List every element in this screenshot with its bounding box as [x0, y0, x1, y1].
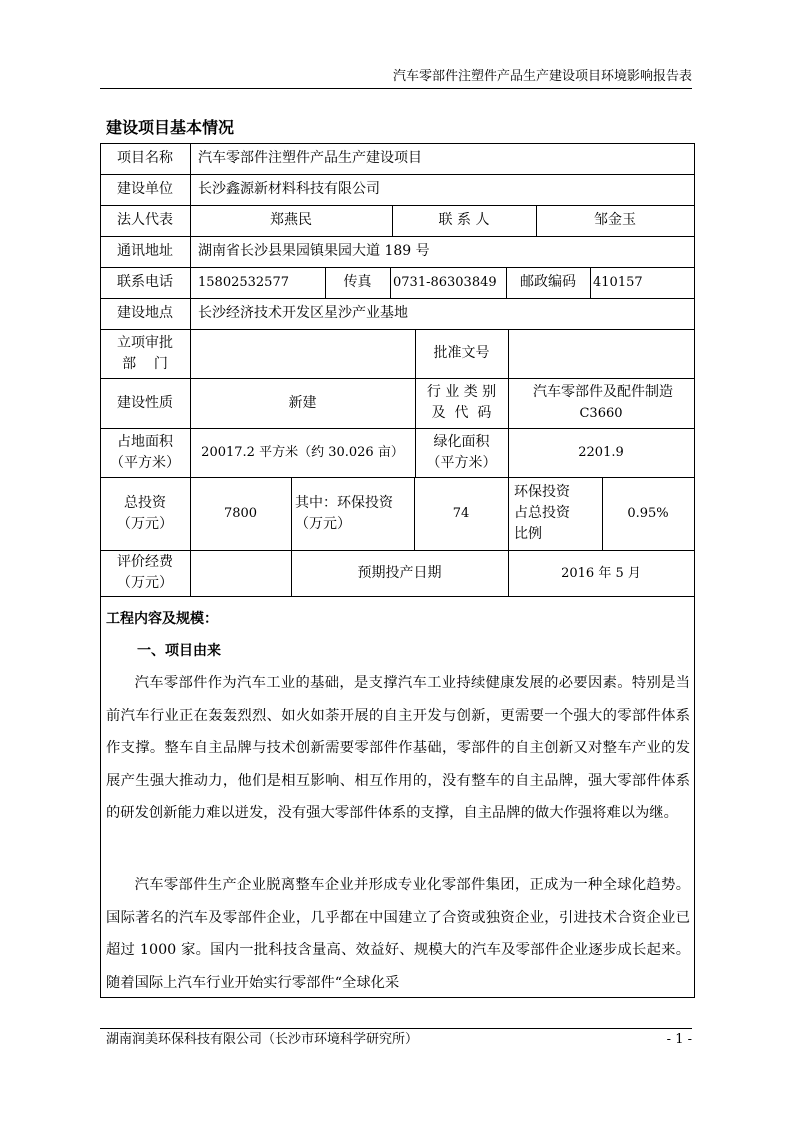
area-value: 20017.2 平方米（约 30.026 亩）	[201, 445, 404, 460]
footer-divider	[100, 1028, 692, 1029]
header-divider	[100, 88, 692, 89]
ratio-value: 0.95%	[627, 506, 669, 521]
phone-value: 15802532577	[198, 275, 289, 290]
green-label	[415, 428, 508, 477]
area-label-line2: （平方米）	[110, 454, 180, 471]
table-border-right	[694, 143, 695, 998]
fax-value: 0731-86303849	[393, 275, 497, 290]
page-header: 汽车零部件注塑件产品生产建设项目环境影响报告表	[392, 69, 692, 84]
legal-rep-label: 法人代表	[117, 212, 173, 228]
nature-value: 新建	[288, 394, 317, 411]
footer-company: 湖南润美环保科技有限公司（长沙市环境科学研究所）	[106, 1032, 419, 1047]
eval-label-line1: 评价经费	[117, 554, 173, 570]
approval-dept-label	[100, 329, 190, 378]
industry-name: 汽车零部件及配件制造	[533, 384, 673, 400]
env-invest-label	[291, 477, 414, 550]
approval-dept-value	[190, 329, 415, 378]
env-invest-label-line1: 其中：环保投资	[295, 494, 393, 511]
address-label: 通讯地址	[117, 243, 173, 259]
unit-value: 长沙鑫源新材料科技有限公司	[198, 181, 380, 197]
page-number: - 1 -	[666, 1032, 692, 1047]
paragraph-1: 汽车零部件作为汽车工业的基础，是支撑汽车工业持续健康发展的必要因素。特别是当前汽车行业正在轰轰烈烈、如火如荼开展的自主开发与创新，更需要一个强大的零部件体系作支撑。整车自主品牌与技术创新需要零部件作基础，零部件的自主创新又对整车产业的发展产生强大推动力，他们是相互影响、相互作用的，没有整车的自主品牌，强大零部件体系的研发创新能力难以迸发，没有强大零部件体系的支撑，自主品牌的做大作强将难以为继。	[106, 675, 690, 821]
paragraph-2: 汽车零部件生产企业脱离整车企业并形成专业化零部件集团，正成为一种全球化趋势。国际著名的汽车及零部件企业，几乎都在中国建立了合资或独资企业，引进技术合资企业已超过 1000 家。国内一批科技含量高、效益好、规模大的汽车及零部件企业逐步成长起来。随着国际上汽车行业开始实行零部件“全球化采	[106, 877, 690, 991]
eval-value	[190, 550, 291, 596]
content-subtitle: 一、项目由来	[137, 643, 221, 659]
project-name-label: 项目名称	[117, 150, 173, 166]
industry-label	[415, 378, 508, 428]
project-name-value: 汽车零部件注塑件产品生产建设项目	[198, 150, 422, 166]
unit-label: 建设单位	[117, 181, 173, 197]
site-value: 长沙经济技术开发区星沙产业基地	[198, 305, 408, 321]
content-title: 工程内容及规模：	[106, 611, 218, 627]
area-label	[100, 428, 190, 477]
legal-rep-value: 郑燕民	[270, 212, 312, 228]
nature-label: 建设性质	[117, 394, 173, 411]
approval-no-value	[508, 329, 694, 378]
contact-value: 邹金玉	[594, 212, 636, 228]
ratio-label	[508, 477, 602, 550]
env-invest-value: 74	[452, 506, 470, 521]
industry-code: C3660	[579, 406, 623, 421]
industry-value	[508, 378, 694, 428]
phone-label: 联系电话	[117, 274, 173, 290]
invest-label	[100, 477, 190, 550]
area-label-line1: 占地面积	[117, 433, 173, 450]
row-line	[100, 596, 694, 597]
eval-label	[100, 550, 190, 596]
env-invest-label-line2: （万元）	[295, 515, 351, 532]
industry-label-line2: 及 代 码	[431, 405, 492, 421]
postcode-label: 邮政编码	[520, 274, 576, 290]
approval-dept-label-line2: 部 门	[122, 355, 168, 372]
approval-no-label: 批准文号	[433, 345, 490, 361]
invest-label-line1: 总投资	[124, 494, 166, 511]
green-label-line2: （平方米）	[426, 454, 497, 471]
section-title: 建设项目基本情况	[106, 118, 235, 137]
approval-dept-label-line1: 立项审批	[117, 334, 173, 351]
green-label-line1: 绿化面积	[433, 433, 490, 450]
invest-value: 7800	[223, 506, 258, 521]
address-value: 湖南省长沙县果园镇果园大道 189 号	[198, 243, 430, 259]
postcode-value: 410157	[593, 275, 643, 290]
contact-label: 联 系 人	[438, 212, 490, 228]
ratio-label-line2: 占总投资	[514, 505, 570, 521]
start-date-value: 2016 年 5 月	[561, 565, 641, 581]
ratio-label-line1: 环保投资	[514, 484, 570, 500]
eval-label-line2: （万元）	[117, 575, 173, 591]
start-date-label: 预期投产日期	[357, 564, 442, 581]
invest-label-line2: （万元）	[117, 515, 173, 532]
ratio-label-line3: 比例	[514, 526, 542, 542]
industry-label-line1: 行 业 类 别	[426, 384, 497, 400]
green-value: 2201.9	[578, 445, 624, 460]
site-label: 建设地点	[117, 305, 173, 321]
fax-label: 传真	[343, 274, 372, 290]
